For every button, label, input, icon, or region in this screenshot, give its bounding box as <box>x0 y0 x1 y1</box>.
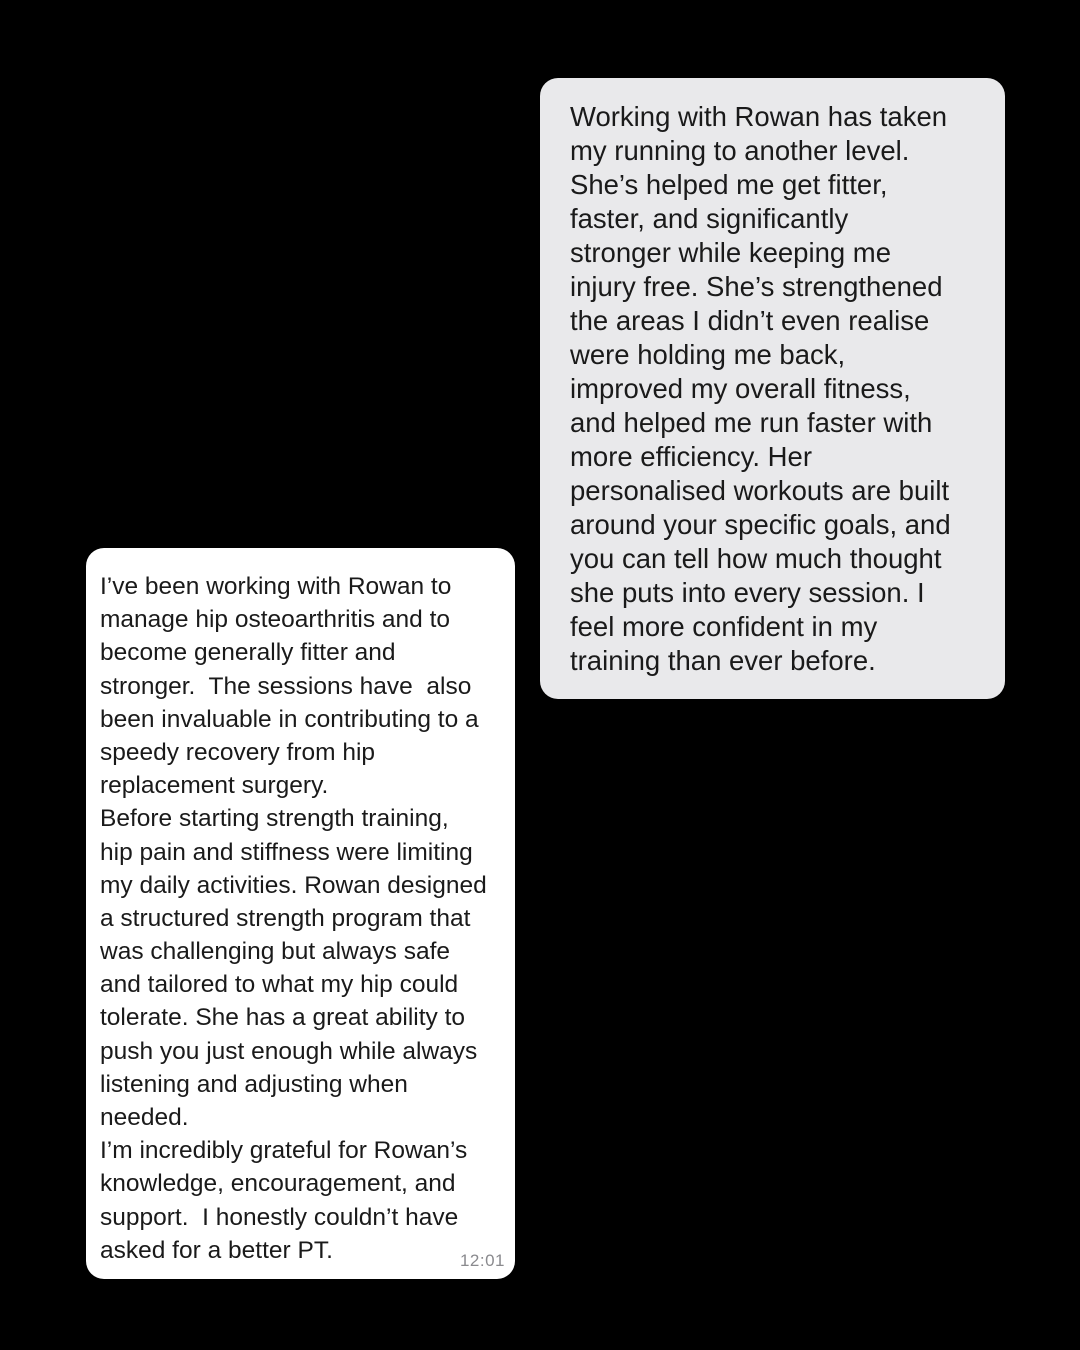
message-text-line: Before starting strength training, <box>100 805 449 833</box>
message-timestamp: 12:01 <box>459 1251 505 1270</box>
message-text-line: the areas I didn’t even realise <box>570 305 930 336</box>
message-text-line: more efficiency. Her <box>570 441 812 472</box>
message-text-line: manage hip osteoarthritis and to <box>100 606 451 634</box>
message-text-line: knowledge, encouragement, and <box>100 1170 456 1198</box>
message-text-line: been invaluable in contributing to a <box>100 705 479 733</box>
message-text-line: my daily activities. Rowan designed <box>100 871 487 899</box>
message-text-line: needed. <box>100 1104 189 1131</box>
message-text-line: around your specific goals, and <box>570 509 951 540</box>
message-text-line: She’s helped me get fitter, <box>570 169 888 200</box>
message-text-line: you can tell how much thought <box>570 543 942 574</box>
message-text-line: replacement surgery. <box>100 772 329 800</box>
message-text-line: I’ve been working with Rowan to <box>100 573 452 600</box>
message-text-line: were holding me back, <box>570 339 846 370</box>
message-text-line: my running to another level. <box>570 135 910 166</box>
message-text-line: and tailored to what my hip could <box>100 971 459 999</box>
message-text-line: push you just enough while always <box>100 1037 478 1065</box>
message-text-line: hip pain and stiffness were limiting <box>100 838 473 866</box>
message-text-line: support. I honestly couldn’t have <box>100 1203 459 1231</box>
message-text-line: tolerate. She has a great ability to <box>100 1004 465 1032</box>
message-text-line: improved my overall fitness, <box>570 373 911 404</box>
message-text-line: asked for a better PT. <box>100 1236 333 1264</box>
message-text-line: and helped me run faster with <box>570 407 933 438</box>
message-text-line: a structured strength program that <box>100 904 471 932</box>
message-text-line: injury free. She’s strengthened <box>570 271 943 302</box>
message-text-line: faster, and significantly <box>570 203 849 234</box>
message-text-line: listening and adjusting when <box>100 1070 408 1098</box>
message-text-line: personalised workouts are built <box>570 475 950 506</box>
message-text-line: I’m incredibly grateful for Rowan’s <box>100 1137 468 1165</box>
message-text-line: stronger. The sessions have also <box>100 672 472 700</box>
message-bubble-rowan-running[interactable] <box>540 78 1005 699</box>
message-text-line: was challenging but always safe <box>100 938 451 966</box>
message-bubble-hip-osteoarthritis[interactable] <box>86 548 515 1279</box>
message-text-line: feel more confident in my <box>570 611 878 642</box>
message-text-line: stronger while keeping me <box>570 237 892 268</box>
message-text-line: Working with Rowan has taken <box>570 101 948 132</box>
message-text-line: become generally fitter and <box>100 639 396 667</box>
message-text-line: speedy recovery from hip <box>100 738 376 766</box>
message-text-line: training than ever before. <box>570 645 876 676</box>
message-text-line: she puts into every session. I <box>570 577 925 608</box>
